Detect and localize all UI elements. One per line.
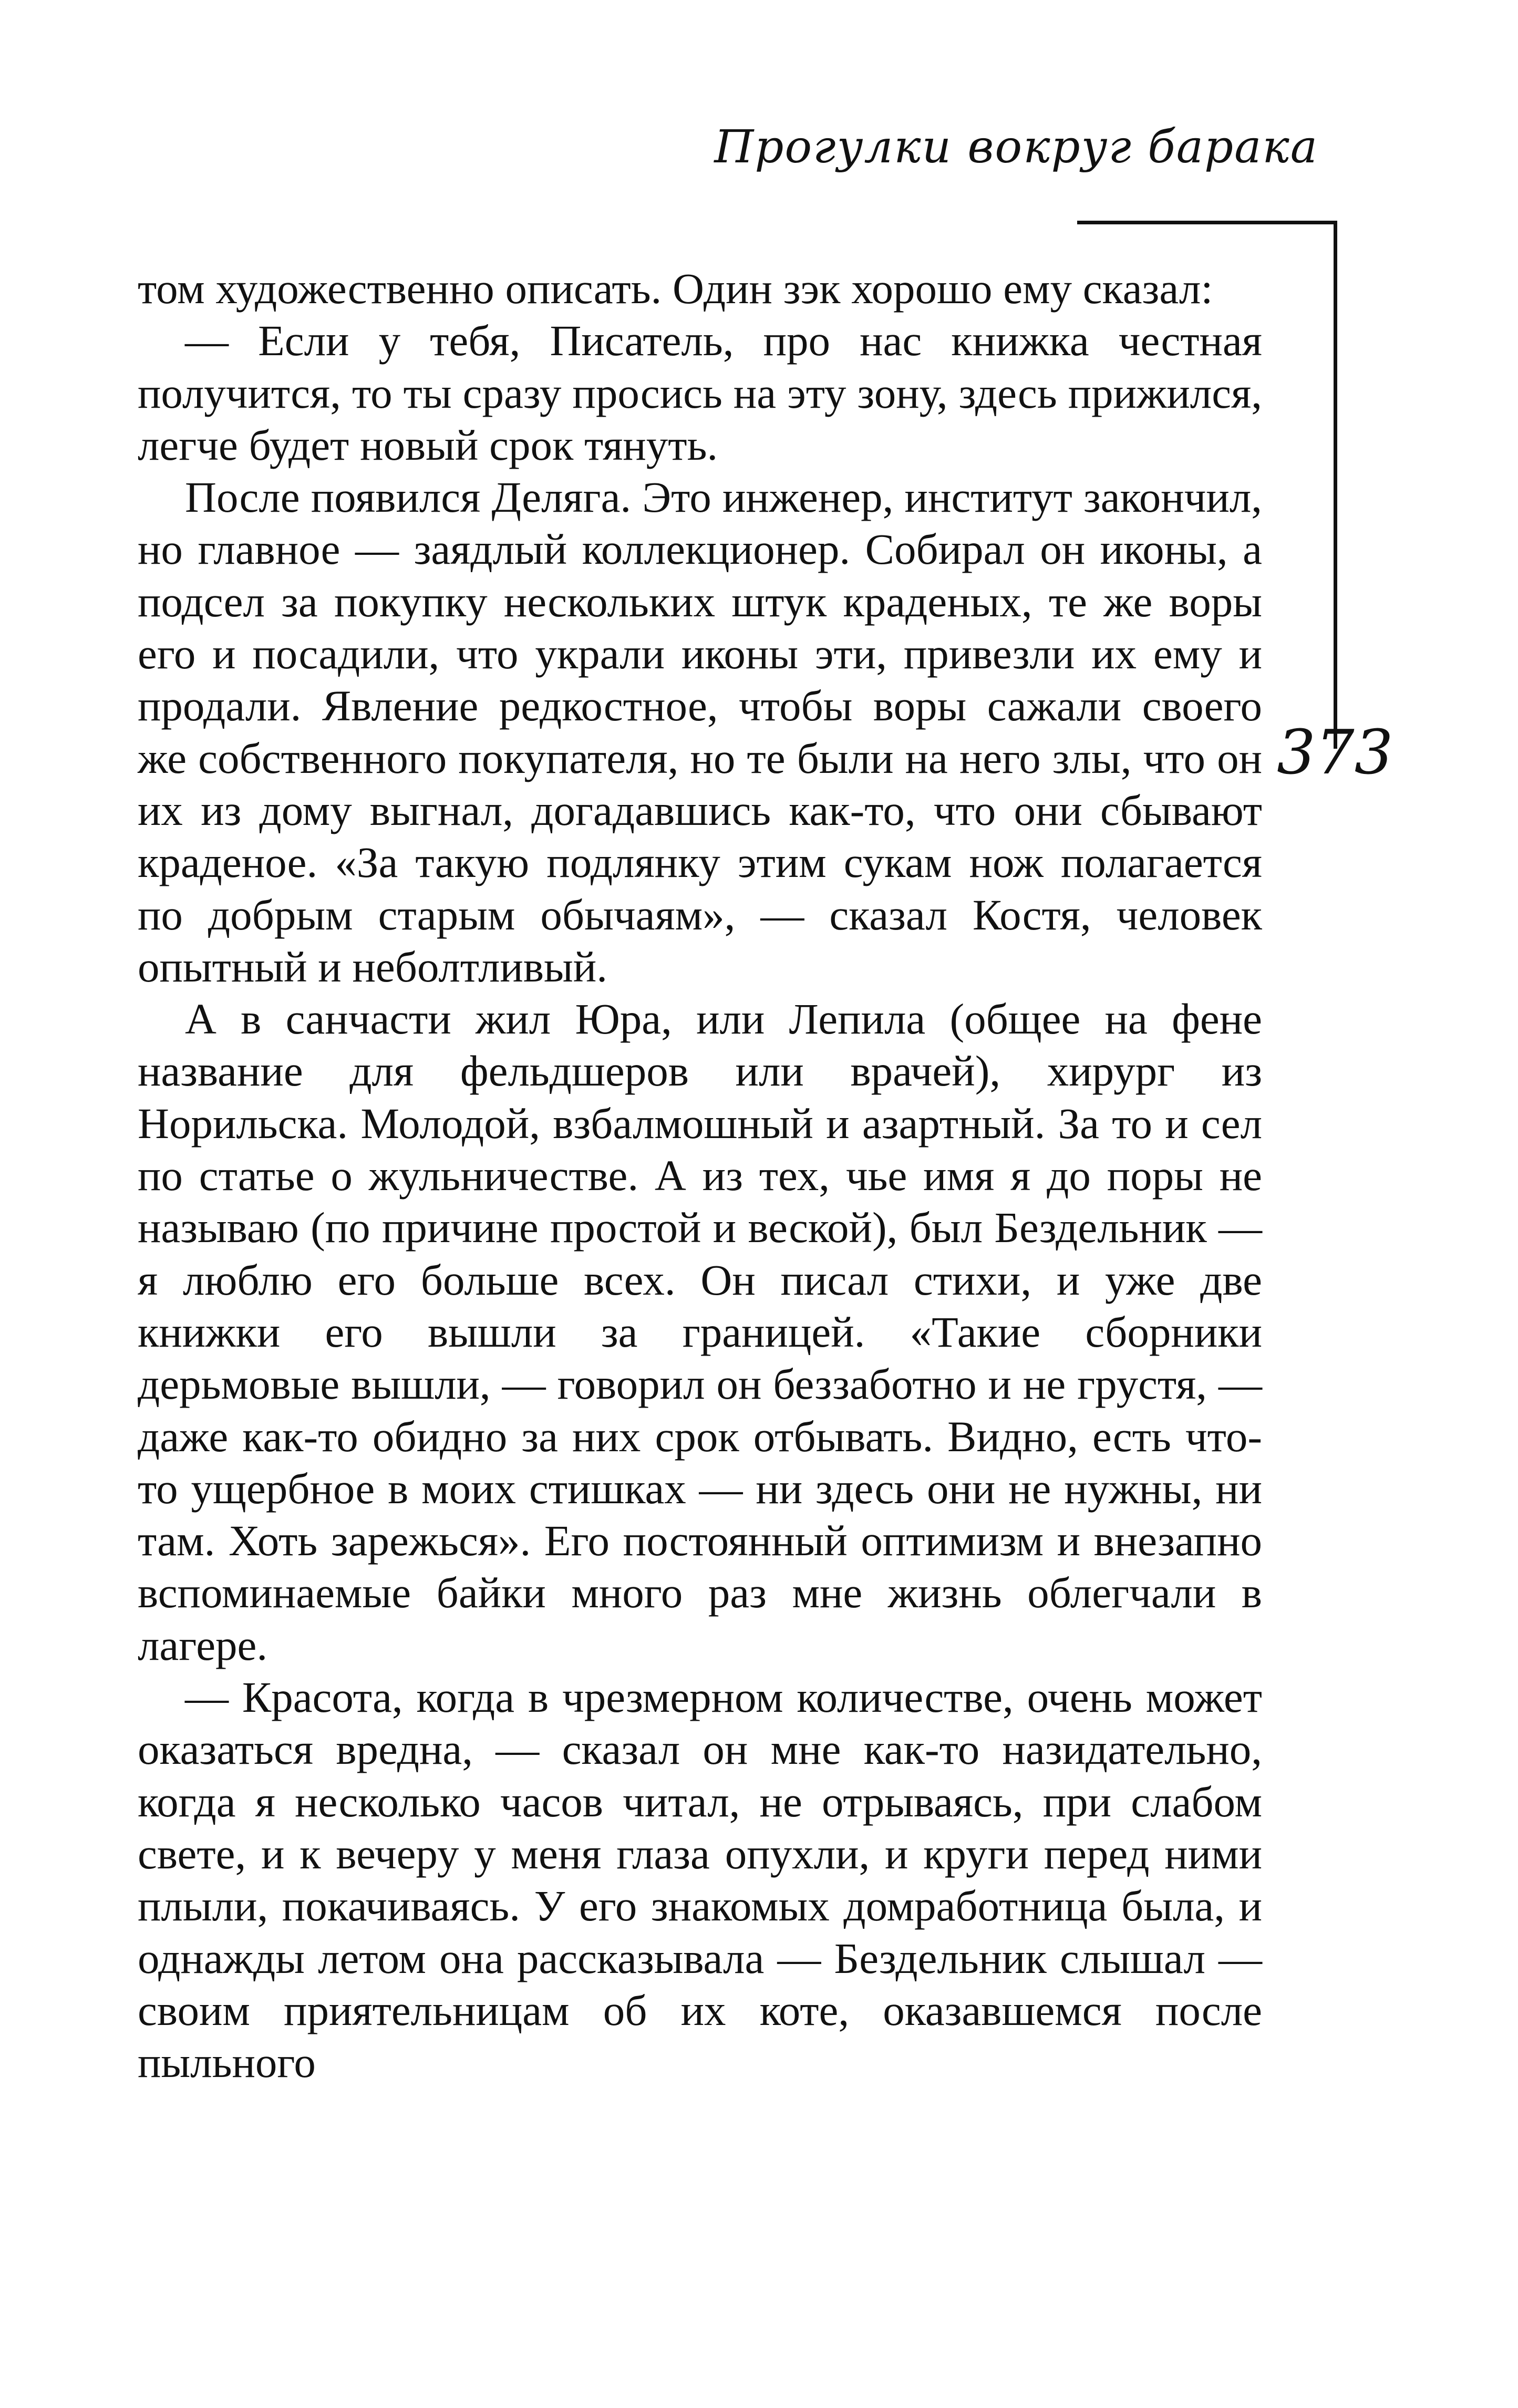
paragraph: — Красота, когда в чрезмерном количестве, очень может оказаться вредна, — сказал он мне как-то назидательно, когда я несколько часов читал, не отрываясь, при слабом свете, и к вечеру у меня глаза опухли, и круги перед ними плыли, покачиваясь. У его знакомых домработница была, и однажды летом она рассказывала — Бездельник слышал — своим приятельницам об их коте, оказавшемся после пыльного — [138, 1673, 1262, 2087]
page-number: 373 — [1277, 717, 1393, 788]
paragraph: А в санчасти жил Юра, или Лепила (общее на фене название для фельдшеров или врачей), хирург из Норильска. Молодой, взбалмошный и азартный. За то и сел по статье о жульничестве. А из тех, чье имя я до поры не называю (по причине простой и веской), был Бездельник — я люблю его больше всех. Он писал стихи, и уже две книжки его вышли за границей. «Такие сборники дерьмовые вышли, — говорил он беззаботно и не грустя, — даже как-то обидно за них срок отбывать. Видно, есть что-то ущербное в моих стишках — ни здесь они не нужны, ни там. Хоть зарежься». Его постоянный оптимизм и внезапно вспоминаемые байки много раз мне жизнь облегчали в лагере. — [138, 995, 1262, 1669]
paragraph: том художественно описать. Один зэк хорошо ему сказал: — [138, 264, 1213, 313]
paragraph: — Если у тебя, Писатель, про нас книжка честная получится, то ты сразу просись на эту зону, здесь прижился, легче будет новый срок тянуть. — [138, 316, 1262, 469]
body-text — [138, 263, 1262, 2089]
header-rule-horizontal — [1077, 221, 1337, 224]
header-rule-vertical — [1334, 221, 1337, 749]
running-title: Прогулки вокруг барака — [714, 121, 1318, 173]
paragraph: После появился Деляга. Это инженер, институт закончил, но главное — заядлый коллекционер. Собирал он иконы, а подсел за покупку нескольких штук краденых, те же воры его и посадили, что украли иконы эти, привезли их ему и продали. Явление редкостное, чтобы воры сажали своего же собственного покупателя, но те были на него злы, что он их из дому выгнал, догадавшись как-то, что они сбывают краденое. «За такую подлянку этим сукам нож полагается по добрым старым обычаям», — сказал Костя, человек опытный и неболтливый. — [138, 473, 1262, 991]
